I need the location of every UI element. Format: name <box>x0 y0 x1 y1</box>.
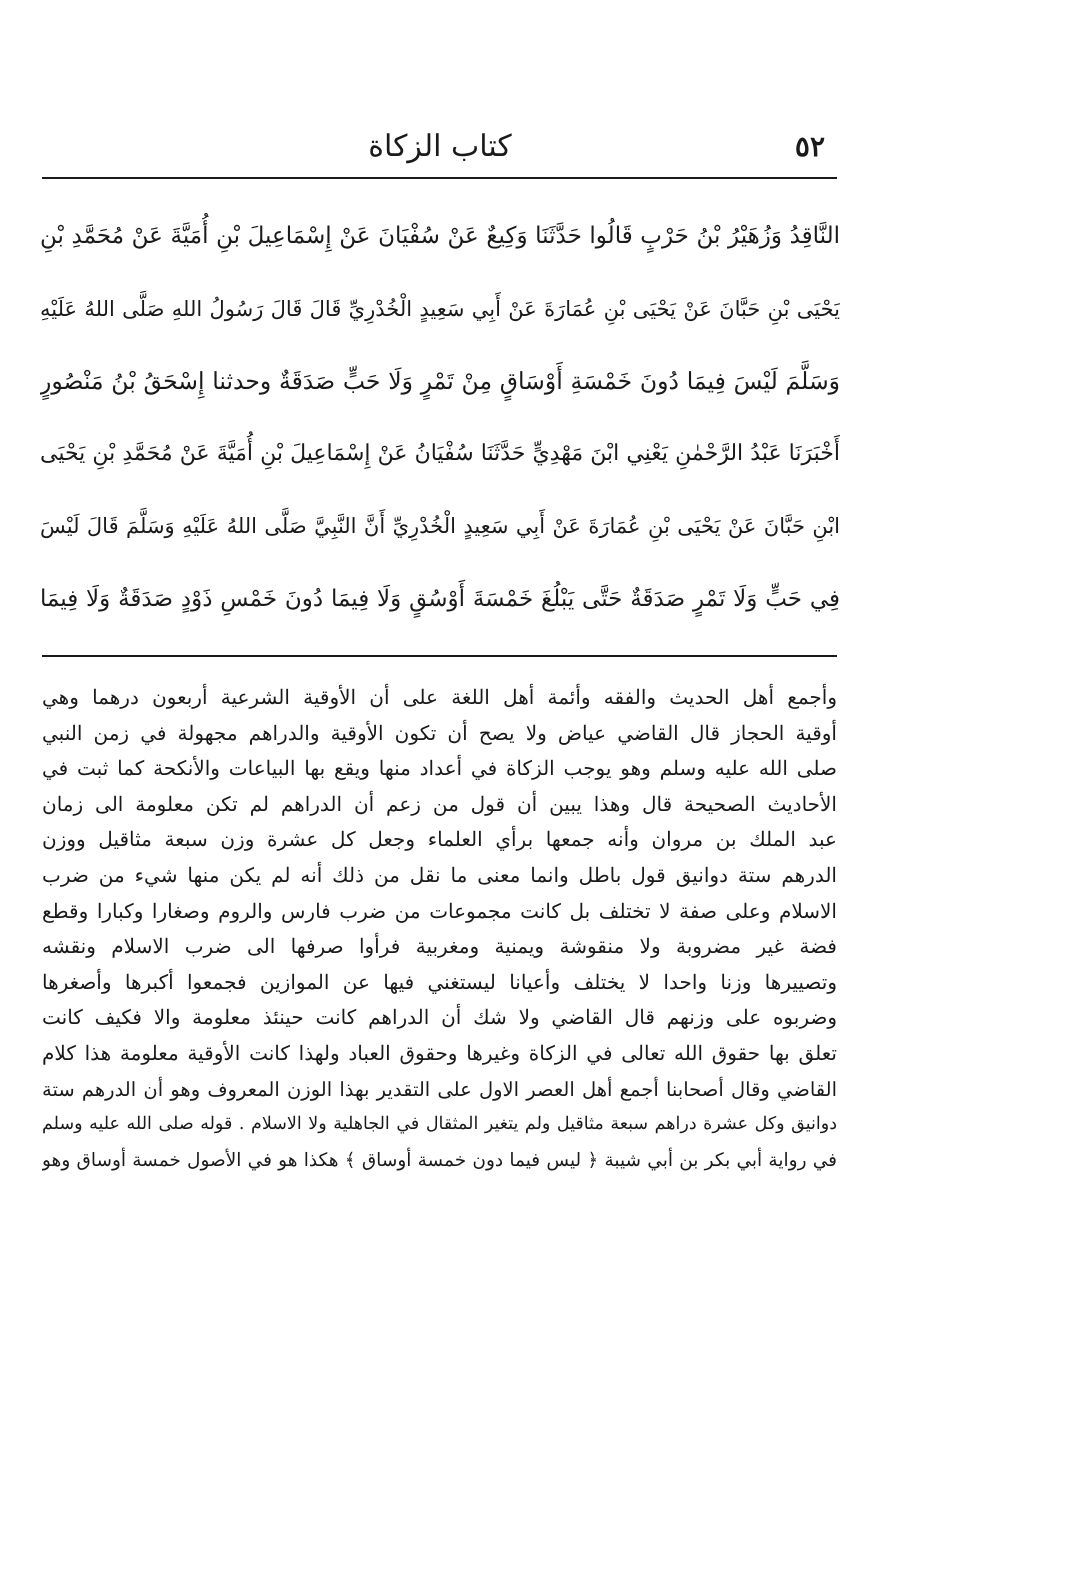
commentary-line: فضة غير مضروبة ولا منقوشة ويمنية ومغربية فرأوا صرفها الى ضرب الاسلام ونقشه <box>42 934 837 959</box>
page-header <box>45 125 835 175</box>
page-title: كتاب الزكاة <box>368 129 512 164</box>
hadith-line: النَّاقِدُ وَزُهَيْرُ بْنُ حَرْبٍ قَالُوا حَدَّثَنَا وَكِيعٌ عَنْ سُفْيَانَ عَنْ إِسْمَاعِيلَ بْنِ أُمَيَّةَ عَنْ مُحَمَّدِ بْنِ <box>40 223 840 249</box>
commentary-line: الأحاديث الصحيحة قال وهذا يبين أن قول من زعم أن الدراهم لم تكن معلومة الى زمان <box>42 791 837 816</box>
commentary-line: الاسلام وعلى صفة لا تختلف بل كانت مجموعات من ضرب فارس والروم وصغارا وكبارا وقطع <box>42 898 837 923</box>
hadith-line: وَسَلَّمَ لَيْسَ فِيمَا دُونَ خَمْسَةِ أَوْسَاقٍ مِنْ تَمْرٍ وَلَا حَبٍّ صَدَقَةٌ وحدثنا إِسْحَقُ بْنُ مَنْصُورٍ <box>40 367 840 395</box>
section-divider <box>42 655 837 657</box>
hadith-line: يَحْيَى بْنِ حَبَّانَ عَنْ يَحْيَى بْنِ عُمَارَةَ عَنْ أَبِي سَعِيدٍ الْخُدْرِيِّ قَالَ قَالَ رَسُولُ اللهِ صَلَّى اللهُ عَلَيْهِ <box>40 296 840 321</box>
commentary-line: في رواية أبي بكر بن أبي شيبة ﴿ ليس فيما دون خمسة أوساق ﴾ هكذا هو في الأصول خمسة أوساق وهو <box>42 1149 837 1171</box>
hadith-line: أَخْبَرَنَا عَبْدُ الرَّحْمٰنِ يَعْنِي ابْنَ مَهْدِيٍّ حَدَّثَنَا سُفْيَانُ عَنْ إِسْمَاعِيلَ بْنِ أُمَيَّةَ عَنْ مُحَمَّدِ بْنِ يَحْيَى <box>40 440 840 466</box>
commentary-line: وضربوه على وزنهم قال القاضي ولا شك أن الدراهم كانت حينئذ معلومة والا فكيف كانت <box>42 1005 837 1030</box>
commentary-line: صلى الله عليه وسلم وهو يوجب الزكاة في أعداد منها ويقع بها البياعات والأنكحة كما ثبت في <box>42 756 837 781</box>
page-number: ٥٢ <box>794 130 825 163</box>
header-rule <box>42 177 837 179</box>
commentary-line: القاضي وقال أصحابنا أجمع أهل العصر الاول على التقدير بهذا الوزن المعروف وهو أن الدرهم ستة <box>42 1077 837 1101</box>
hadith-line: ابْنِ حَبَّانَ عَنْ يَحْيَى بْنِ عُمَارَةَ عَنْ أَبِي سَعِيدٍ الْخُدْرِيِّ أَنَّ النَّبِيَّ صَلَّى اللهُ عَلَيْهِ وَسَلَّمَ قَالَ لَيْسَ <box>40 514 840 538</box>
hadith-text <box>40 200 840 635</box>
commentary-line: تعلق بها حقوق الله تعالى في الزكاة وغيرها وحقوق العباد ولهذا كانت الأوقية معلومة هذا كلام <box>42 1040 837 1065</box>
commentary-line: أوقية الحجاز قال القاضي عياض ولا يصح أن تكون الأوقية والدراهم مجهولة في زمن النبي <box>42 720 837 745</box>
commentary-line: وأجمع أهل الحديث والفقه وأئمة أهل اللغة على أن الأوقية الشرعية أربعون درهما وهي <box>42 685 837 709</box>
commentary-text <box>42 680 837 1178</box>
commentary-line: دوانيق وكل عشرة دراهم سبعة مثاقيل ولم يتغير المثقال في الجاهلية ولا الاسلام . قوله صلى الله عليه وسلم <box>42 1114 837 1135</box>
hadith-line: فِي حَبٍّ وَلَا تَمْرٍ صَدَقَةٌ حَتَّى يَبْلُغَ خَمْسَةَ أَوْسُقٍ وَلَا فِيمَا دُونَ خَمْسِ ذَوْدٍ صَدَقَةٌ وَلَا فِيمَا <box>40 585 840 612</box>
commentary-line: عبد الملك بن مروان وأنه جمعها برأي العلماء وجعل كل عشرة وزن سبعة مثاقيل ووزن <box>42 827 837 852</box>
commentary-line: الدرهم ستة دوانيق قول باطل وانما معنى ما نقل من ذلك أنه لم يكن منها شيء من ضرب <box>42 862 837 887</box>
commentary-line: وتصييرها وزنا واحدا لا يختلف وأعيانا ليستغني فيها عن الموازين فجمعوا أكبرها وأصغرها <box>42 969 837 994</box>
